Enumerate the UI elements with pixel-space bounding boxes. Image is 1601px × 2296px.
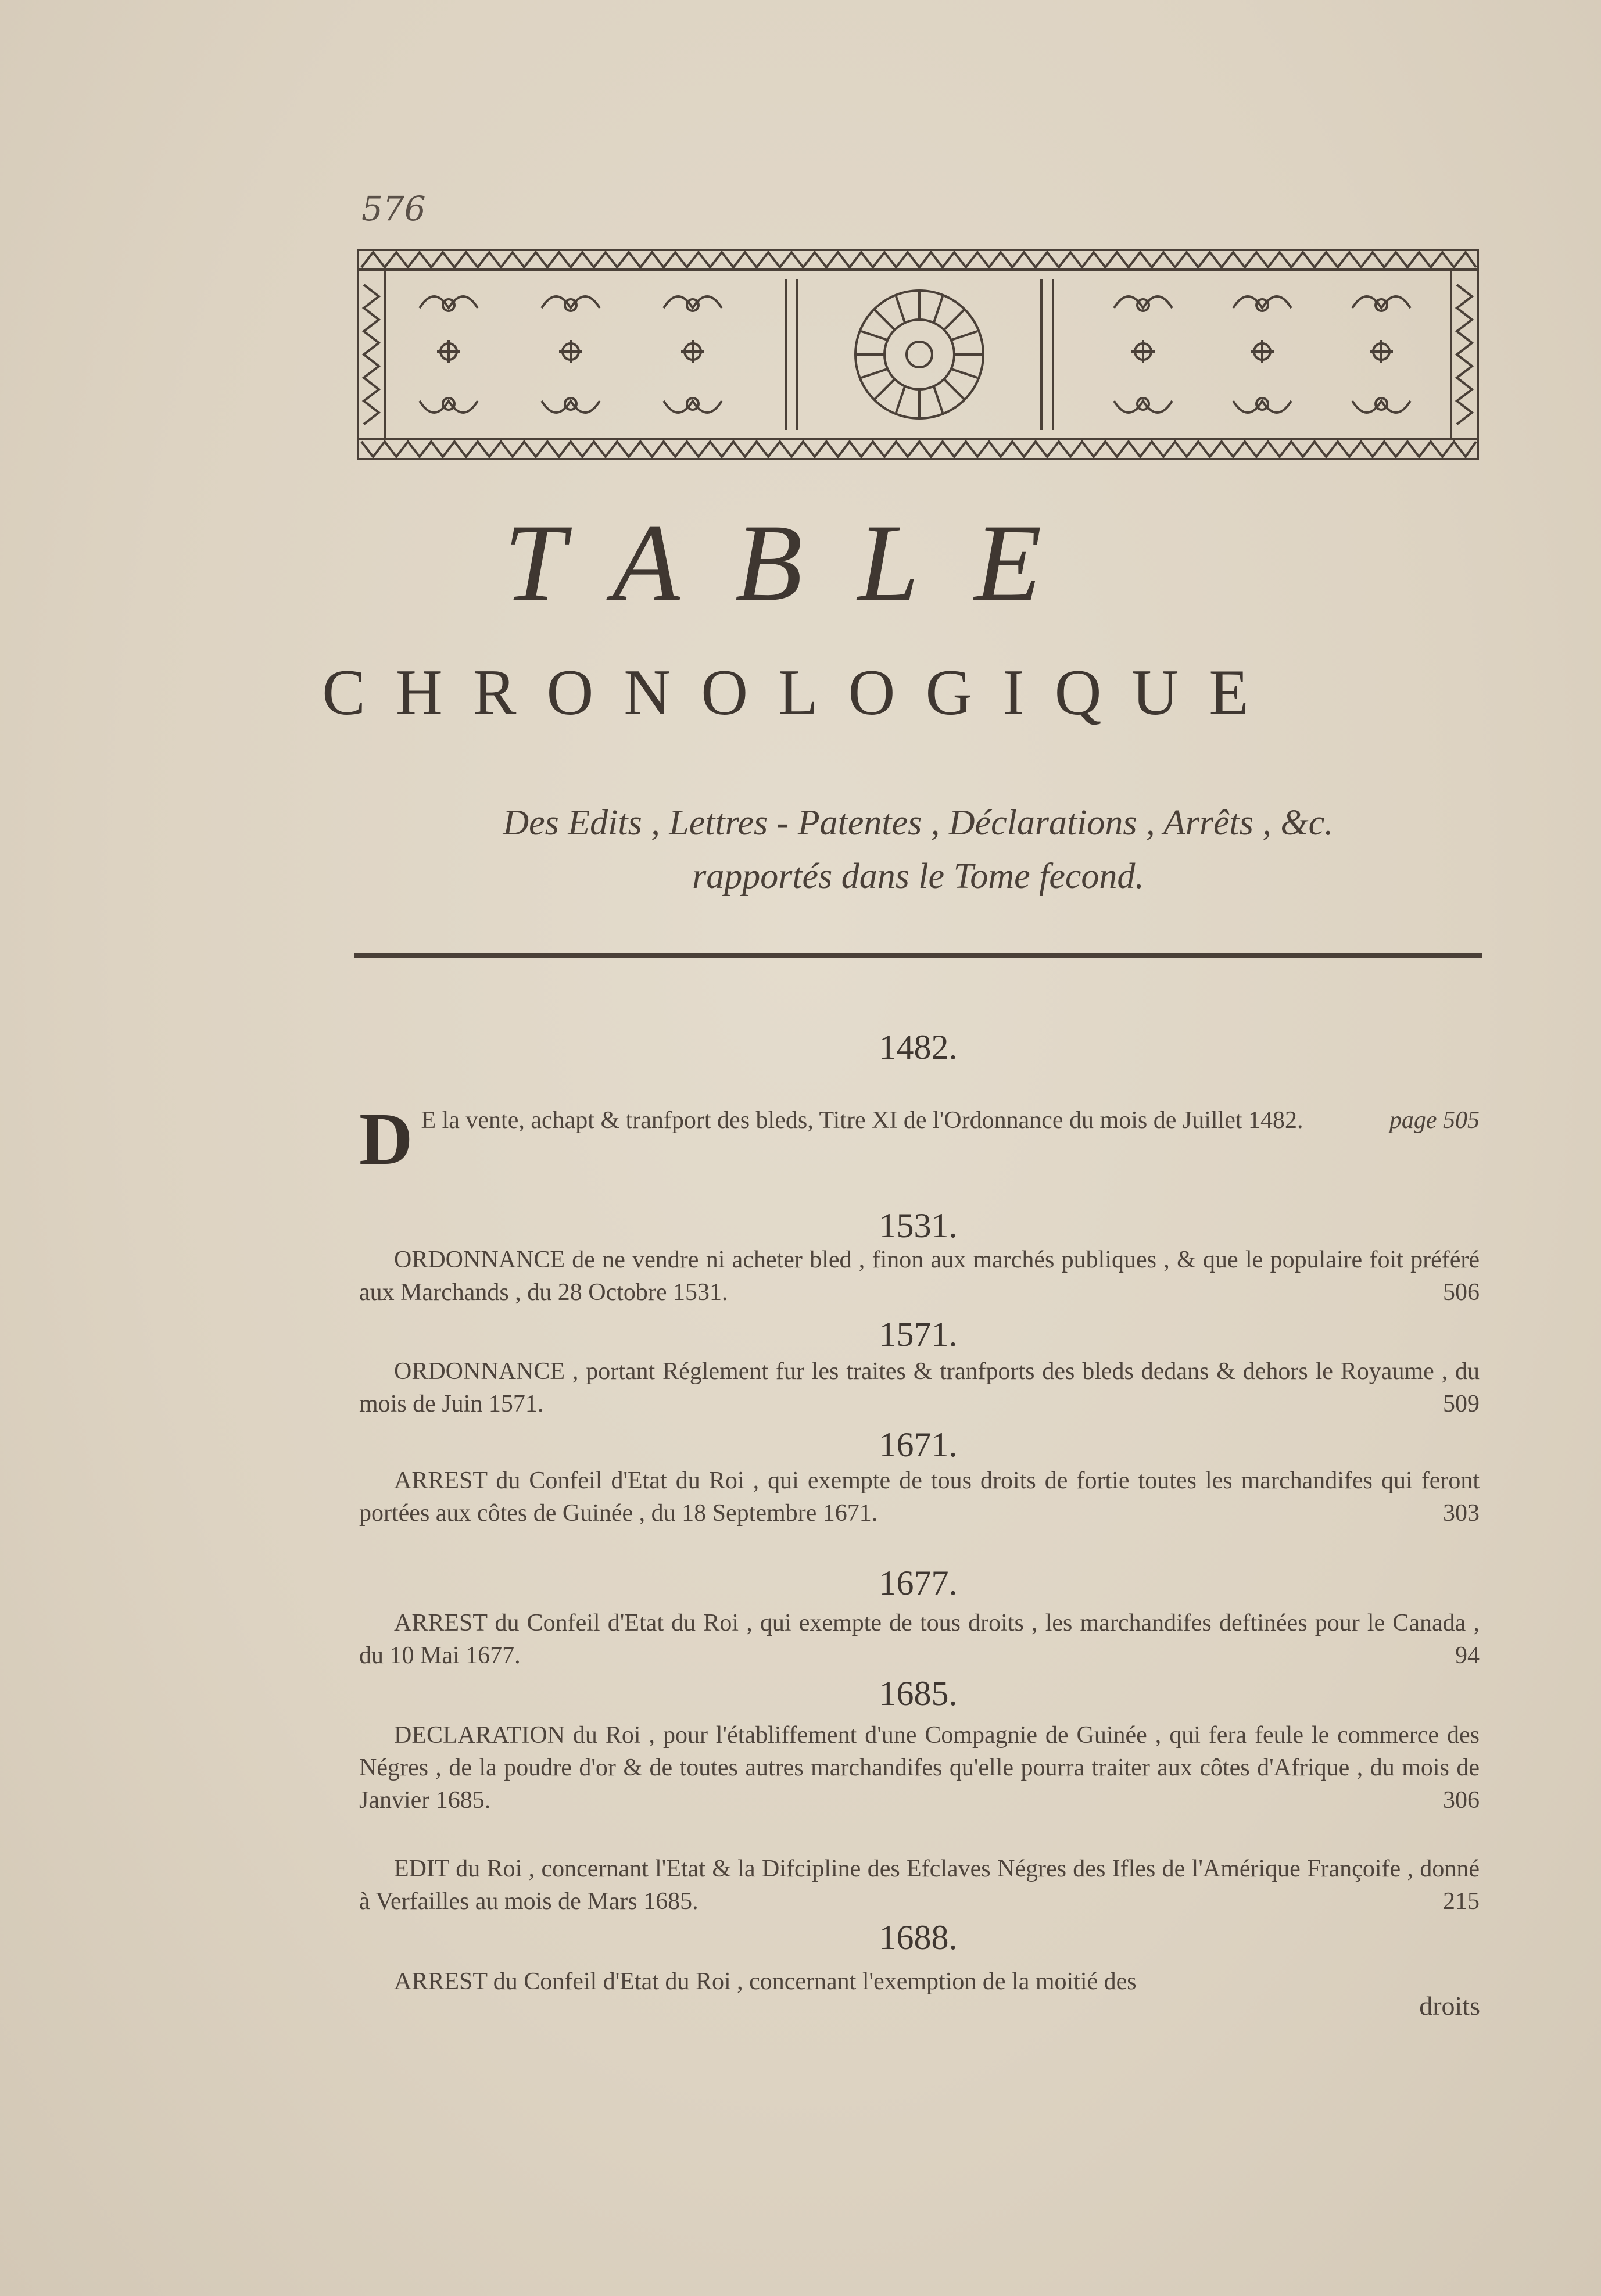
- page-title: TABLE: [504, 502, 1097, 624]
- entry-text: DECLARATION du Roi , pour l'établiffement d'une Compagnie de Guinée , qui fera feule le commerce des Négres , de la poudre d'or & de toutes autres marchandifes qu'elle pourra traiter aux côtes d'Afrique , du mois de Janvier 1685.: [359, 1722, 1480, 1814]
- entry-text: ARREST du Confeil d'Etat du Roi , concernant l'exemption de la moitié des: [394, 1968, 1137, 1995]
- entry-page-ref: 506: [1443, 1279, 1480, 1306]
- chronology-entry: [359, 1464, 1480, 1530]
- entry-text: E la vente, achapt & tranfport des bleds, Titre XI de l'Ordonnance du mois de Juillet 1482.: [421, 1107, 1303, 1134]
- year-heading: 1677.: [879, 1564, 958, 1602]
- year-heading: 1685.: [879, 1674, 958, 1713]
- drop-cap: D: [359, 1098, 413, 1180]
- year-heading: 1571.: [879, 1315, 958, 1353]
- caption-line-1: Des Edits , Lettres - Patentes , Déclarations , Arrêts , &c.: [503, 803, 1334, 843]
- entry-page-ref: page 505: [1389, 1107, 1480, 1134]
- entry-text: ORDONNANCE , portant Réglement fur les traites & tranfports des bleds dedans & dehors le Royaume , du mois de Juin 1571.: [359, 1358, 1480, 1417]
- entry-page-ref: 303: [1443, 1500, 1480, 1527]
- chronology-entry: [359, 1098, 1480, 1180]
- entry-text: ARREST du Confeil d'Etat du Roi , qui exempte de tous droits de fortie toutes les marchandifes qui feront portées aux côtes de Guinée , du 18 Septembre 1671.: [359, 1467, 1480, 1527]
- heading-rule: [354, 953, 1482, 958]
- chronology-entry: [359, 1853, 1480, 1918]
- year-heading: 1688.: [879, 1918, 958, 1957]
- chronology-entry: [359, 1244, 1480, 1309]
- catchword: droits: [1419, 1991, 1480, 2021]
- entry-page-ref: 94: [1455, 1642, 1480, 1669]
- entry-page-ref: 306: [1443, 1787, 1480, 1814]
- entry-text: EDIT du Roi , concernant l'Etat & la Difcipline des Efclaves Négres des Ifles de l'Amérique Françoife , donné à Verfailles au mois de Mars 1685.: [359, 1856, 1480, 1915]
- entry-page-ref: 509: [1443, 1391, 1480, 1417]
- year-heading: 1671.: [879, 1425, 958, 1464]
- ornamental-header-band: [356, 244, 1480, 465]
- year-heading: 1482.: [879, 1028, 958, 1066]
- caption-line-2: rapportés dans le Tome fecond.: [692, 857, 1144, 896]
- entry-text: ARREST du Confeil d'Etat du Roi , qui exempte de tous droits , les marchandifes deftinées pour le Canada , du 10 Mai 1677.: [359, 1610, 1480, 1669]
- chronology-entry: [359, 1607, 1480, 1672]
- table-caption: [354, 796, 1482, 903]
- page-number: 576: [361, 189, 426, 228]
- chronology-entry: [359, 1719, 1480, 1817]
- page-subtitle: CHRONOLOGIQUE: [322, 657, 1279, 729]
- entry-text: ORDONNANCE de ne vendre ni acheter bled , finon aux marchés publiques , & que le populaire foit préféré aux Marchands , du 28 Octobre 1531.: [359, 1246, 1480, 1306]
- chronology-entry: [359, 1965, 1480, 1998]
- entry-page-ref: 215: [1443, 1888, 1480, 1915]
- year-heading: 1531.: [879, 1206, 958, 1245]
- chronology-entry: [359, 1355, 1480, 1420]
